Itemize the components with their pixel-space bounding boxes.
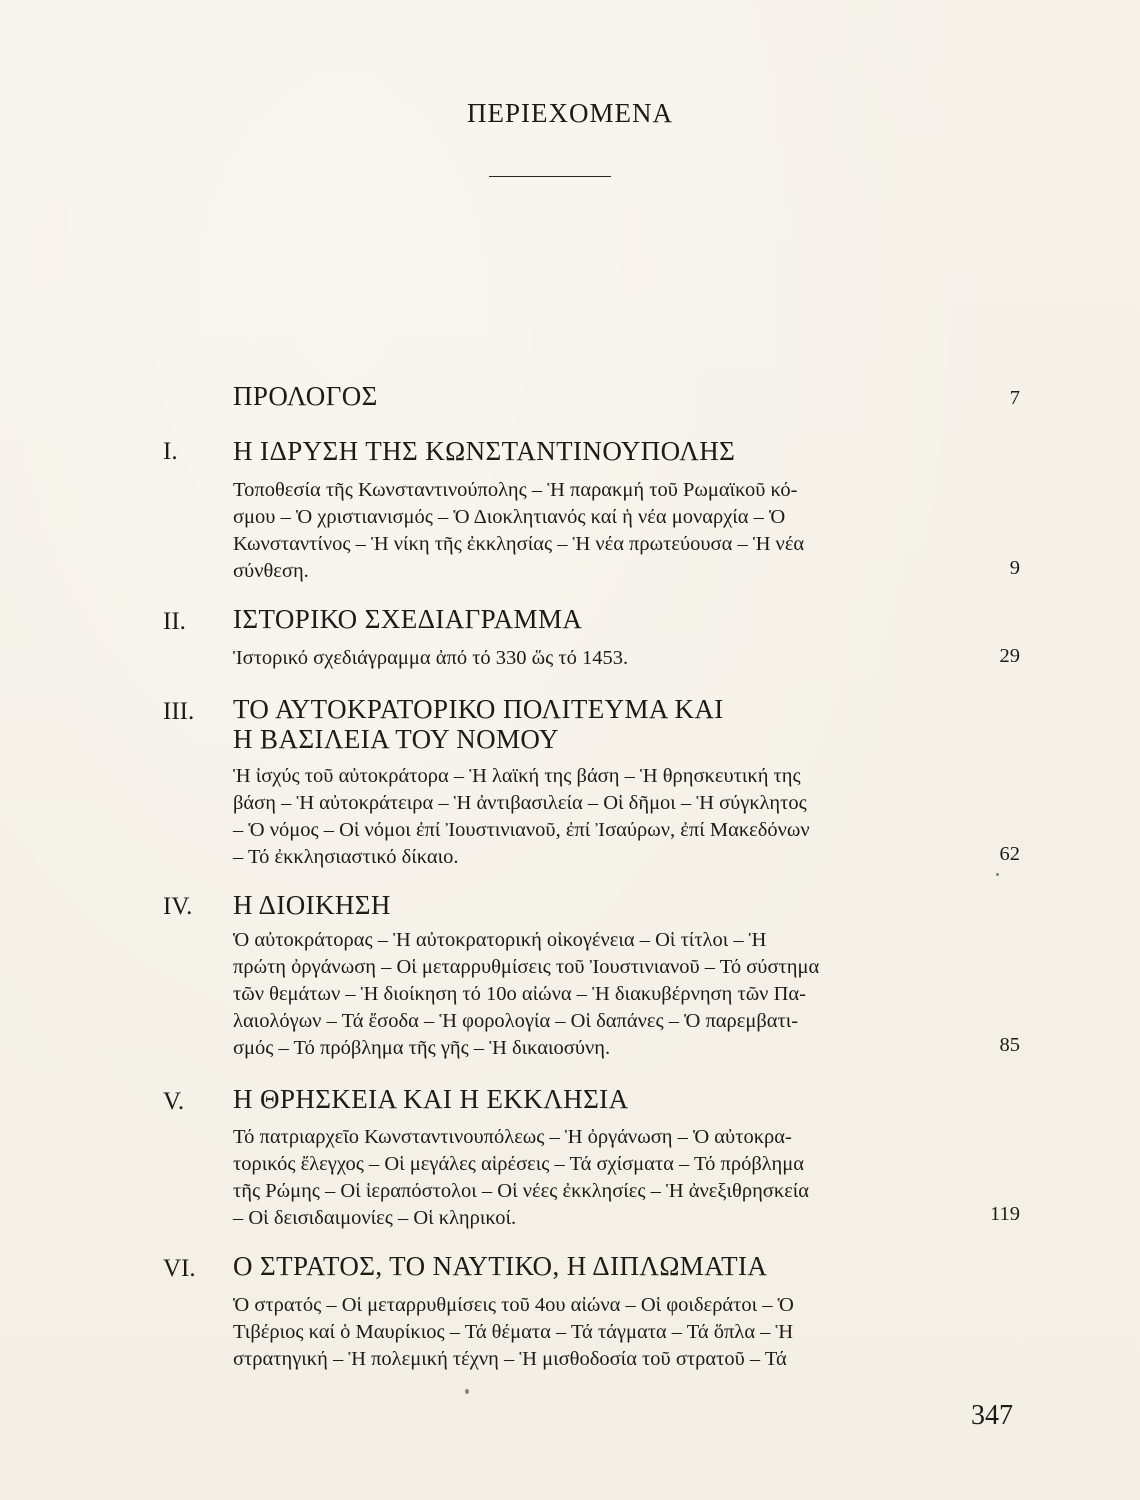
chapter-2-title: ΙΣΤΟΡΙΚΟ ΣΧΕΔΙΑΓΡΑΜΜΑ [233,604,583,634]
prologue-page-number: 7 [1009,387,1020,409]
description-line: Τιβέριος καί ὁ Μαυρίκιος – Τά θέματα – Τά τάγματα – Τά ὅπλα – Ἡ [233,1321,794,1343]
page-title: ΠΕΡΙΕΧΟΜΕΝΑ [467,98,673,128]
chapter-2-page-number: 29 [999,645,1020,667]
description-line: σμου – Ὁ χριστιανισμός – Ὁ Διοκλητιανός καί ἡ νέα μοναρχία – Ὁ [233,506,786,528]
chapter-2-numeral: II. [163,608,186,635]
chapter-6-title: Ο ΣΤΡΑΤΟΣ, ΤΟ ΝΑΥΤΙΚΟ, Η ΔΙΠΛΩΜΑΤΙΑ [233,1251,768,1281]
description-line: Ἱστορικό σχεδιάγραμμα ἀπό τό 330 ὥς τό 1453. [233,647,629,669]
paper-speck [465,1389,469,1394]
description-line: – Τό ἐκκλησιαστικό δίκαιο. [233,846,459,868]
description-line: τῶν θεμάτων – Ἡ διοίκηση τό 10ο αἰώνα – Ἡ διακυβέρνηση τῶν Πα- [233,983,806,1005]
description-line: πρώτη ὀργάνωση – Οἱ μεταρρυθμίσεις τοῦ Ἰουστινιανοῦ – Τό σύστημα [233,956,820,978]
description-line: Κωνσταντίνος – Ἡ νίκη τῆς ἐκκλησίας – Ἡ νέα πρωτεύουσα – Ἡ νέα [233,533,805,555]
description-line: Ὁ στρατός – Οἱ μεταρρυθμίσεις τοῦ 4ου αἰώνα – Οἱ φοιδεράτοι – Ὁ [233,1294,794,1316]
description-line: Τοποθεσία τῆς Κωνσταντινούπολης – Ἡ παρακμή τοῦ Ρωμαϊκοῦ κό- [233,479,798,501]
description-line: – Οἱ δεισιδαιμονίες – Οἱ κληρικοί. [233,1207,517,1229]
chapter-6-description [233,1292,963,1373]
description-line: Τό πατριαρχεῖο Κωνσταντινουπόλεως – Ἡ ὀργάνωση – Ὁ αὐτοκρα- [233,1126,792,1148]
chapter-4-numeral: IV. [163,893,193,920]
chapter-1-description [233,477,963,585]
chapter-4-page-number: 85 [999,1034,1020,1056]
chapter-6-numeral: VI. [163,1255,196,1282]
description-line: σμός – Τό πρόβλημα τῆς γῆς – Ἡ δικαιοσύνη. [233,1037,611,1059]
chapter-2-description [233,645,963,672]
chapter-5-page-number: 119 [990,1203,1020,1225]
chapter-1-numeral: I. [163,438,178,465]
chapter-3-title-line-2: Η ΒΑΣΙΛΕΙΑ ΤΟΥ ΝΟΜΟΥ [233,724,559,754]
paper-speck [996,873,999,876]
description-line: στρατηγική – Ἡ πολεμική τέχνη – Ἡ μισθοδοσία τοῦ στρατοῦ – Τά [233,1348,787,1370]
chapter-3-page-number: 62 [999,843,1020,865]
chapter-3-description [233,763,963,871]
description-line: λαιολόγων – Τά ἔσοδα – Ἡ φορολογία – Οἱ δαπάνες – Ὁ παρεμβατι- [233,1010,799,1032]
chapter-1-page-number: 9 [1009,557,1020,579]
description-line: Ἡ ἰσχύς τοῦ αὐτοκράτορα – Ἡ λαϊκή της βάση – Ἡ θρησκευτική της [233,765,801,787]
description-line: βάση – Ἡ αὐτοκράτειρα – Ἡ ἀντιβασιλεία – Οἱ δῆμοι – Ἡ σύγκλητος [233,792,807,814]
chapter-5-numeral: V. [163,1088,185,1115]
description-line: – Ὁ νόμος – Οἱ νόμοι ἐπί Ἰουστινιανοῦ, ἐπί Ἰσαύρων, ἐπί Μακεδόνων [233,819,810,841]
description-line: σύνθεση. [233,560,309,582]
chapter-4-title: Η ΔΙΟΙΚΗΣΗ [233,890,391,920]
chapter-5-title: Η ΘΡΗΣΚΕΙΑ ΚΑΙ Η ΕΚΚΛΗΣΙΑ [233,1084,629,1114]
chapter-3-numeral: III. [163,698,195,725]
chapter-4-description [233,927,963,1062]
chapter-1-title: Η ΙΔΡΥΣΗ ΤΗΣ ΚΩΝΣΤΑΝΤΙΝΟΥΠΟΛΗΣ [233,436,736,466]
chapter-3-title-line-1: ΤΟ ΑΥΤΟΚΡΑΤΟΡΙΚΟ ΠΟΛΙΤΕΥΜΑ ΚΑΙ [233,694,724,724]
title-divider [489,176,611,177]
prologue-title: ΠΡΟΛΟΓΟΣ [233,381,378,411]
folio-page-number: 347 [971,1400,1013,1431]
chapter-5-description [233,1124,963,1232]
description-line: τορικός ἔλεγχος – Οἱ μεγάλες αἱρέσεις – Τά σχίσματα – Τό πρόβλημα [233,1153,804,1175]
description-line: Ὁ αὐτοκράτορας – Ἡ αὐτοκρατορική οἰκογένεια – Οἱ τίτλοι – Ἡ [233,929,767,951]
description-line: τῆς Ρώμης – Οἱ ἱεραπόστολοι – Οἱ νέες ἐκκλησίες – Ἡ ἀνεξιθρησκεία [233,1180,810,1202]
